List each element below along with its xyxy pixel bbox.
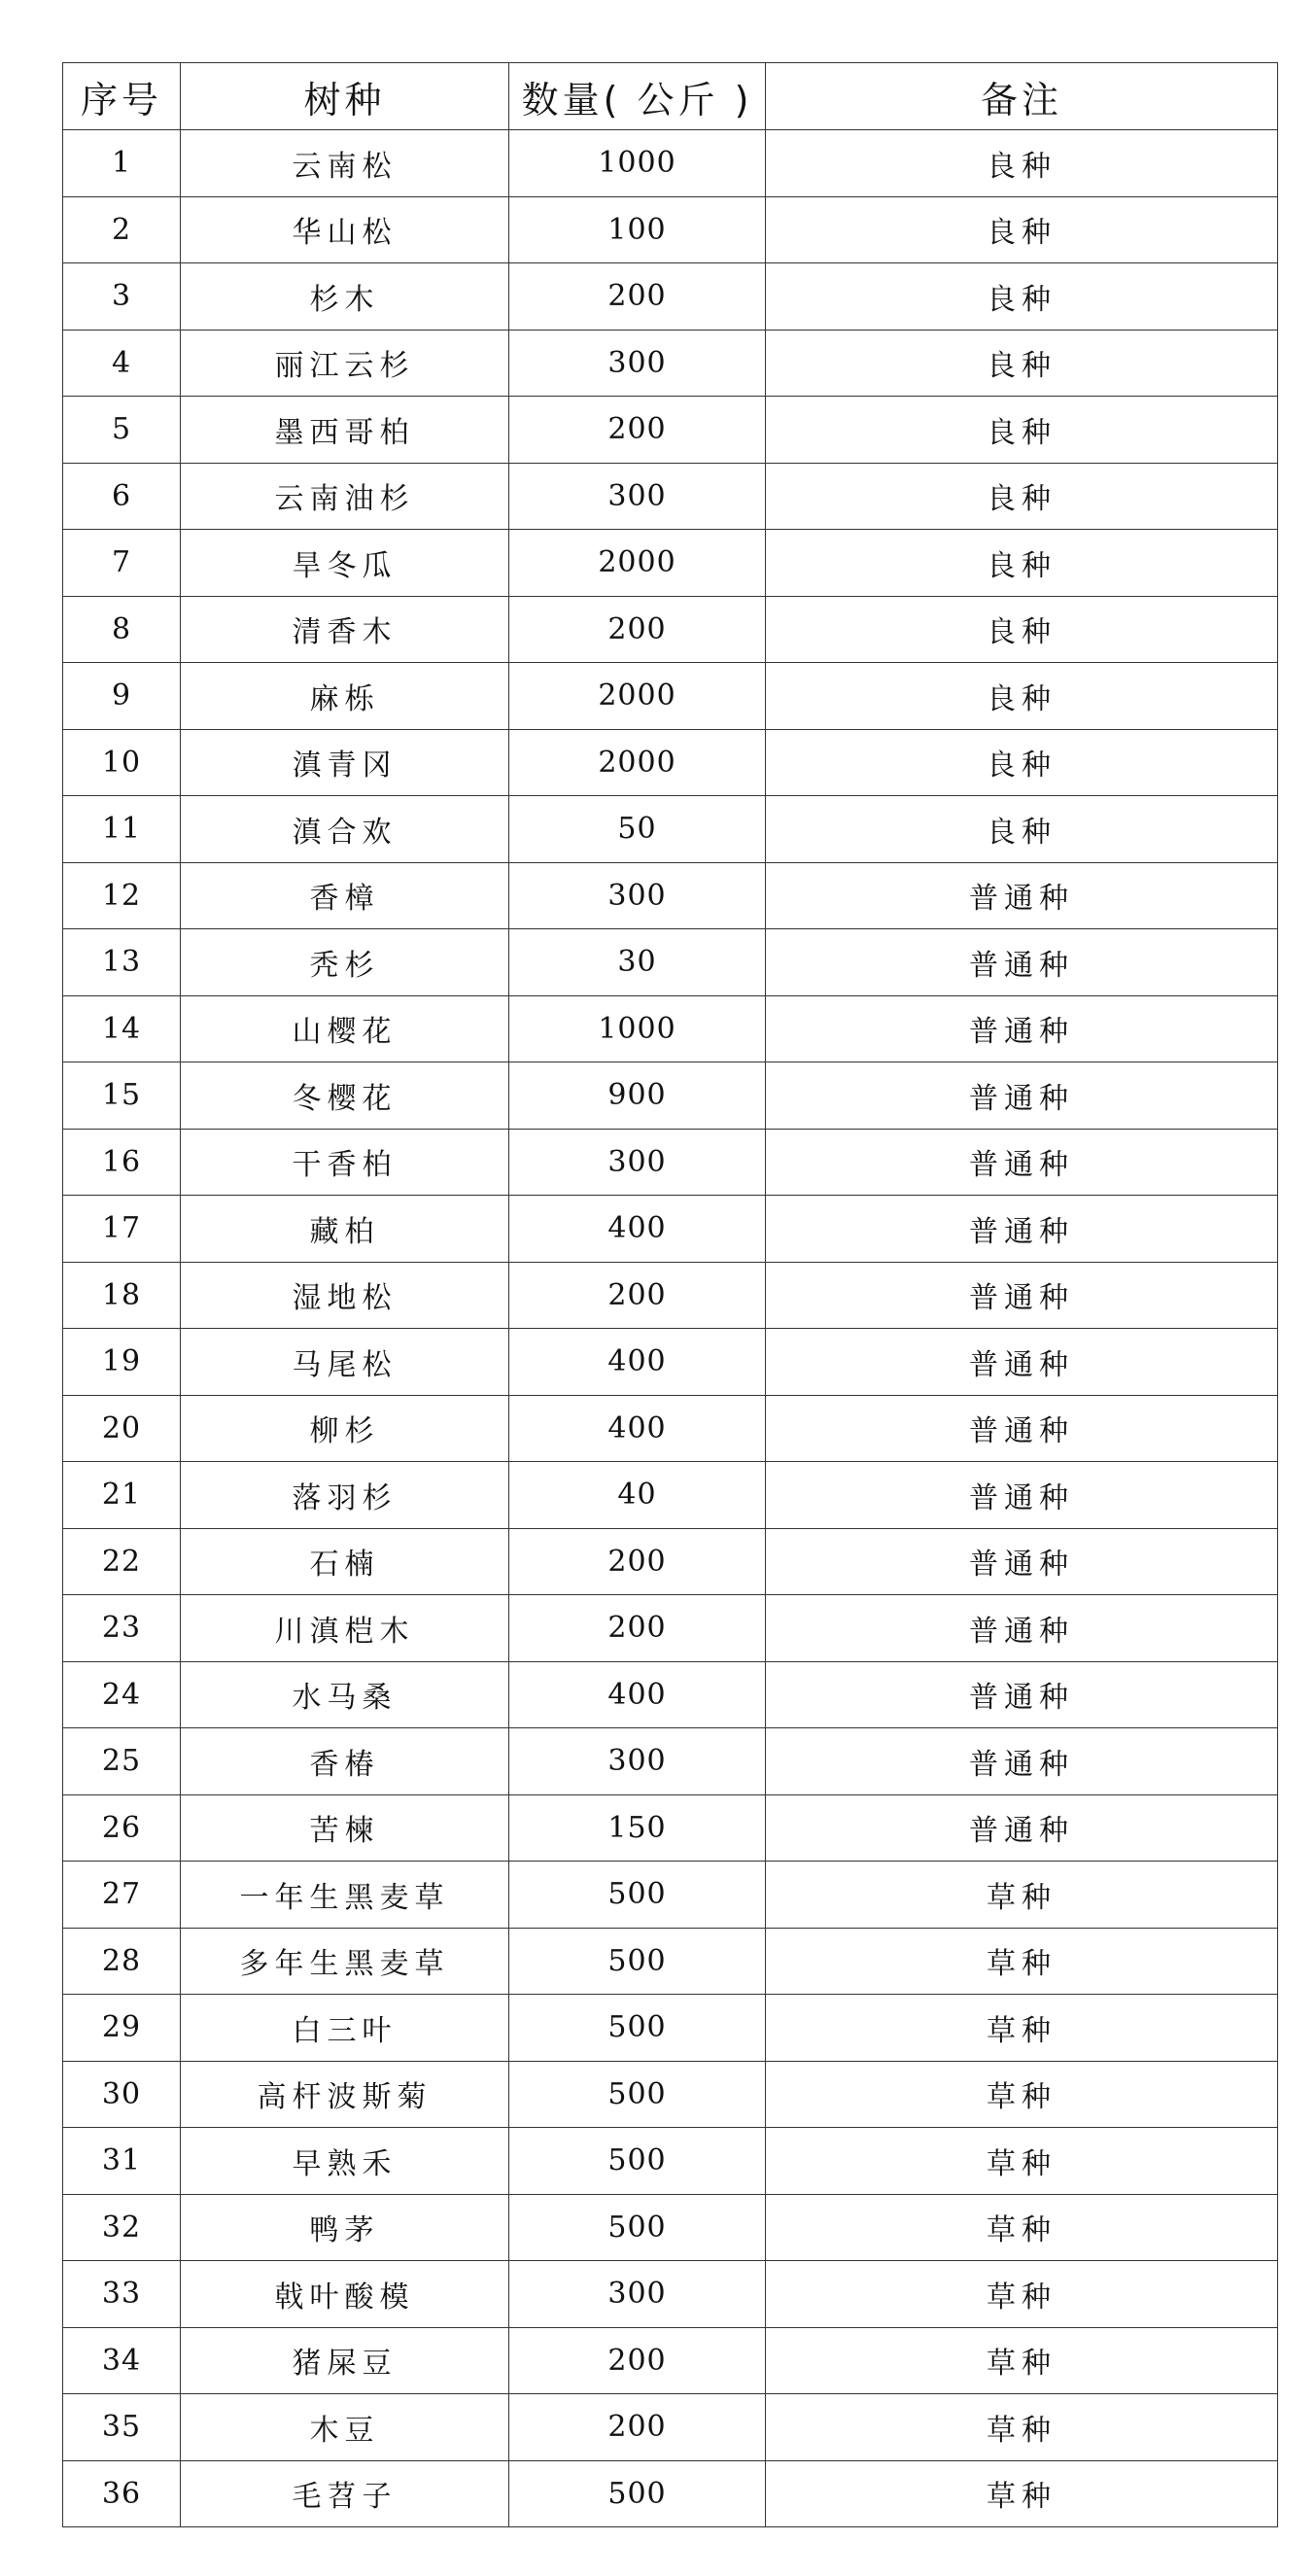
cell-quantity: 500 bbox=[509, 2061, 766, 2128]
cell-quantity: 200 bbox=[509, 596, 766, 663]
cell-no: 2 bbox=[63, 196, 181, 263]
cell-quantity: 500 bbox=[509, 1928, 766, 1995]
table-row bbox=[63, 1595, 1278, 1662]
cell-no: 20 bbox=[63, 1395, 181, 1462]
cell-quantity: 200 bbox=[509, 2394, 766, 2461]
cell-species: 多年生黑麦草 bbox=[181, 1928, 509, 1995]
cell-quantity: 200 bbox=[509, 1595, 766, 1662]
cell-species: 秃杉 bbox=[181, 929, 509, 996]
header-note: 备注 bbox=[766, 63, 1278, 130]
table-row bbox=[63, 1995, 1278, 2062]
cell-species: 石楠 bbox=[181, 1528, 509, 1595]
cell-no: 31 bbox=[63, 2128, 181, 2195]
cell-note: 良种 bbox=[766, 397, 1278, 464]
cell-species: 旱冬瓜 bbox=[181, 530, 509, 597]
cell-no: 3 bbox=[63, 263, 181, 331]
table-row bbox=[63, 2128, 1278, 2195]
cell-quantity: 1000 bbox=[509, 130, 766, 197]
cell-species: 清香木 bbox=[181, 596, 509, 663]
cell-species: 墨西哥柏 bbox=[181, 397, 509, 464]
cell-species: 云南松 bbox=[181, 130, 509, 197]
table-row bbox=[63, 397, 1278, 464]
table-body bbox=[63, 130, 1278, 2527]
cell-note: 草种 bbox=[766, 1862, 1278, 1929]
cell-note: 良种 bbox=[766, 263, 1278, 331]
table-row bbox=[63, 1528, 1278, 1595]
cell-species: 山樱花 bbox=[181, 995, 509, 1062]
table-row bbox=[63, 1196, 1278, 1263]
cell-no: 17 bbox=[63, 1196, 181, 1263]
cell-quantity: 150 bbox=[509, 1794, 766, 1862]
table-row bbox=[63, 2261, 1278, 2328]
cell-no: 14 bbox=[63, 995, 181, 1062]
cell-species: 柳杉 bbox=[181, 1395, 509, 1462]
cell-quantity: 400 bbox=[509, 1329, 766, 1396]
cell-no: 22 bbox=[63, 1528, 181, 1595]
table-row bbox=[63, 2194, 1278, 2261]
header-no: 序号 bbox=[63, 63, 181, 130]
cell-quantity: 500 bbox=[509, 2460, 766, 2527]
cell-quantity: 2000 bbox=[509, 663, 766, 730]
cell-quantity: 300 bbox=[509, 463, 766, 530]
cell-quantity: 200 bbox=[509, 397, 766, 464]
cell-species: 华山松 bbox=[181, 196, 509, 263]
table-row bbox=[63, 2460, 1278, 2527]
cell-note: 普通种 bbox=[766, 1196, 1278, 1263]
table-row bbox=[63, 1728, 1278, 1795]
cell-note: 普通种 bbox=[766, 1528, 1278, 1595]
cell-no: 25 bbox=[63, 1728, 181, 1795]
cell-species: 落羽杉 bbox=[181, 1462, 509, 1529]
cell-species: 高杆波斯菊 bbox=[181, 2061, 509, 2128]
cell-species: 冬樱花 bbox=[181, 1062, 509, 1130]
seed-table bbox=[62, 62, 1278, 2527]
cell-note: 普通种 bbox=[766, 1329, 1278, 1396]
cell-quantity: 30 bbox=[509, 929, 766, 996]
cell-note: 普通种 bbox=[766, 1395, 1278, 1462]
table-row bbox=[63, 1329, 1278, 1396]
cell-note: 草种 bbox=[766, 2261, 1278, 2328]
cell-species: 藏柏 bbox=[181, 1196, 509, 1263]
table-row bbox=[63, 2327, 1278, 2394]
cell-quantity: 100 bbox=[509, 196, 766, 263]
cell-quantity: 500 bbox=[509, 1862, 766, 1929]
cell-note: 草种 bbox=[766, 2394, 1278, 2461]
cell-no: 34 bbox=[63, 2327, 181, 2394]
cell-quantity: 300 bbox=[509, 330, 766, 397]
cell-no: 24 bbox=[63, 1661, 181, 1728]
cell-note: 草种 bbox=[766, 2061, 1278, 2128]
cell-note: 普通种 bbox=[766, 1794, 1278, 1862]
cell-no: 21 bbox=[63, 1462, 181, 1529]
table-row bbox=[63, 196, 1278, 263]
table-row bbox=[63, 263, 1278, 331]
cell-species: 干香柏 bbox=[181, 1129, 509, 1196]
table-row bbox=[63, 663, 1278, 730]
cell-no: 12 bbox=[63, 862, 181, 929]
cell-no: 6 bbox=[63, 463, 181, 530]
cell-quantity: 300 bbox=[509, 1728, 766, 1795]
cell-no: 15 bbox=[63, 1062, 181, 1130]
header-species: 树种 bbox=[181, 63, 509, 130]
table-row bbox=[63, 995, 1278, 1062]
cell-species: 毛苕子 bbox=[181, 2460, 509, 2527]
cell-note: 普通种 bbox=[766, 862, 1278, 929]
cell-quantity: 500 bbox=[509, 1995, 766, 2062]
table-row bbox=[63, 1928, 1278, 1995]
cell-note: 良种 bbox=[766, 796, 1278, 863]
cell-no: 4 bbox=[63, 330, 181, 397]
cell-note: 普通种 bbox=[766, 1062, 1278, 1130]
table-row bbox=[63, 463, 1278, 530]
cell-note: 普通种 bbox=[766, 1462, 1278, 1529]
table-row bbox=[63, 796, 1278, 863]
cell-note: 草种 bbox=[766, 2194, 1278, 2261]
cell-note: 良种 bbox=[766, 330, 1278, 397]
cell-note: 普通种 bbox=[766, 1661, 1278, 1728]
cell-no: 26 bbox=[63, 1794, 181, 1862]
cell-no: 9 bbox=[63, 663, 181, 730]
table-row bbox=[63, 729, 1278, 796]
cell-no: 11 bbox=[63, 796, 181, 863]
table-row bbox=[63, 1794, 1278, 1862]
cell-species: 川滇桤木 bbox=[181, 1595, 509, 1662]
cell-species: 一年生黑麦草 bbox=[181, 1862, 509, 1929]
table-row bbox=[63, 929, 1278, 996]
cell-quantity: 50 bbox=[509, 796, 766, 863]
cell-note: 普通种 bbox=[766, 1728, 1278, 1795]
cell-species: 滇青冈 bbox=[181, 729, 509, 796]
table-row bbox=[63, 1661, 1278, 1728]
cell-species: 早熟禾 bbox=[181, 2128, 509, 2195]
cell-species: 杉木 bbox=[181, 263, 509, 331]
cell-no: 36 bbox=[63, 2460, 181, 2527]
cell-quantity: 2000 bbox=[509, 530, 766, 597]
cell-species: 麻栎 bbox=[181, 663, 509, 730]
cell-species: 滇合欢 bbox=[181, 796, 509, 863]
cell-species: 白三叶 bbox=[181, 1995, 509, 2062]
cell-note: 草种 bbox=[766, 2460, 1278, 2527]
cell-no: 10 bbox=[63, 729, 181, 796]
table-row bbox=[63, 1462, 1278, 1529]
table-row bbox=[63, 130, 1278, 197]
table-row bbox=[63, 1395, 1278, 1462]
cell-note: 良种 bbox=[766, 729, 1278, 796]
cell-species: 丽江云杉 bbox=[181, 330, 509, 397]
cell-quantity: 200 bbox=[509, 1262, 766, 1329]
cell-quantity: 200 bbox=[509, 1528, 766, 1595]
cell-no: 35 bbox=[63, 2394, 181, 2461]
cell-species: 马尾松 bbox=[181, 1329, 509, 1396]
cell-no: 32 bbox=[63, 2194, 181, 2261]
cell-note: 草种 bbox=[766, 1928, 1278, 1995]
cell-note: 普通种 bbox=[766, 1262, 1278, 1329]
table-row bbox=[63, 330, 1278, 397]
cell-species: 水马桑 bbox=[181, 1661, 509, 1728]
cell-no: 7 bbox=[63, 530, 181, 597]
cell-quantity: 500 bbox=[509, 2194, 766, 2261]
cell-note: 普通种 bbox=[766, 995, 1278, 1062]
cell-no: 28 bbox=[63, 1928, 181, 1995]
cell-note: 草种 bbox=[766, 2327, 1278, 2394]
cell-quantity: 300 bbox=[509, 1129, 766, 1196]
cell-species: 香椿 bbox=[181, 1728, 509, 1795]
cell-species: 苦楝 bbox=[181, 1794, 509, 1862]
table-row bbox=[63, 1062, 1278, 1130]
cell-species: 鸭茅 bbox=[181, 2194, 509, 2261]
cell-species: 云南油杉 bbox=[181, 463, 509, 530]
cell-note: 良种 bbox=[766, 530, 1278, 597]
table-row bbox=[63, 2061, 1278, 2128]
cell-quantity: 400 bbox=[509, 1661, 766, 1728]
cell-no: 13 bbox=[63, 929, 181, 996]
cell-quantity: 300 bbox=[509, 862, 766, 929]
cell-no: 33 bbox=[63, 2261, 181, 2328]
cell-quantity: 900 bbox=[509, 1062, 766, 1130]
cell-note: 良种 bbox=[766, 663, 1278, 730]
cell-no: 30 bbox=[63, 2061, 181, 2128]
cell-no: 18 bbox=[63, 1262, 181, 1329]
table-header-row bbox=[63, 63, 1278, 130]
cell-quantity: 40 bbox=[509, 1462, 766, 1529]
cell-note: 良种 bbox=[766, 196, 1278, 263]
table-row bbox=[63, 862, 1278, 929]
cell-no: 27 bbox=[63, 1862, 181, 1929]
cell-no: 5 bbox=[63, 397, 181, 464]
cell-quantity: 200 bbox=[509, 2327, 766, 2394]
cell-quantity: 1000 bbox=[509, 995, 766, 1062]
cell-note: 良种 bbox=[766, 463, 1278, 530]
cell-quantity: 400 bbox=[509, 1395, 766, 1462]
table-row bbox=[63, 596, 1278, 663]
cell-no: 19 bbox=[63, 1329, 181, 1396]
cell-no: 23 bbox=[63, 1595, 181, 1662]
cell-quantity: 200 bbox=[509, 263, 766, 331]
table-row bbox=[63, 530, 1278, 597]
cell-species: 木豆 bbox=[181, 2394, 509, 2461]
cell-note: 普通种 bbox=[766, 929, 1278, 996]
table-row bbox=[63, 1129, 1278, 1196]
cell-note: 草种 bbox=[766, 1995, 1278, 2062]
cell-quantity: 500 bbox=[509, 2128, 766, 2195]
cell-species: 戟叶酸模 bbox=[181, 2261, 509, 2328]
cell-note: 普通种 bbox=[766, 1129, 1278, 1196]
cell-no: 16 bbox=[63, 1129, 181, 1196]
cell-note: 良种 bbox=[766, 130, 1278, 197]
table-row bbox=[63, 2394, 1278, 2461]
cell-species: 香樟 bbox=[181, 862, 509, 929]
table-row bbox=[63, 1862, 1278, 1929]
table-row bbox=[63, 1262, 1278, 1329]
cell-quantity: 300 bbox=[509, 2261, 766, 2328]
cell-note: 草种 bbox=[766, 2128, 1278, 2195]
cell-no: 1 bbox=[63, 130, 181, 197]
cell-no: 29 bbox=[63, 1995, 181, 2062]
cell-no: 8 bbox=[63, 596, 181, 663]
cell-species: 猪屎豆 bbox=[181, 2327, 509, 2394]
cell-note: 普通种 bbox=[766, 1595, 1278, 1662]
cell-species: 湿地松 bbox=[181, 1262, 509, 1329]
cell-note: 良种 bbox=[766, 596, 1278, 663]
header-quantity: 数量( 公斤 ) bbox=[509, 63, 766, 130]
cell-quantity: 2000 bbox=[509, 729, 766, 796]
cell-quantity: 400 bbox=[509, 1196, 766, 1263]
